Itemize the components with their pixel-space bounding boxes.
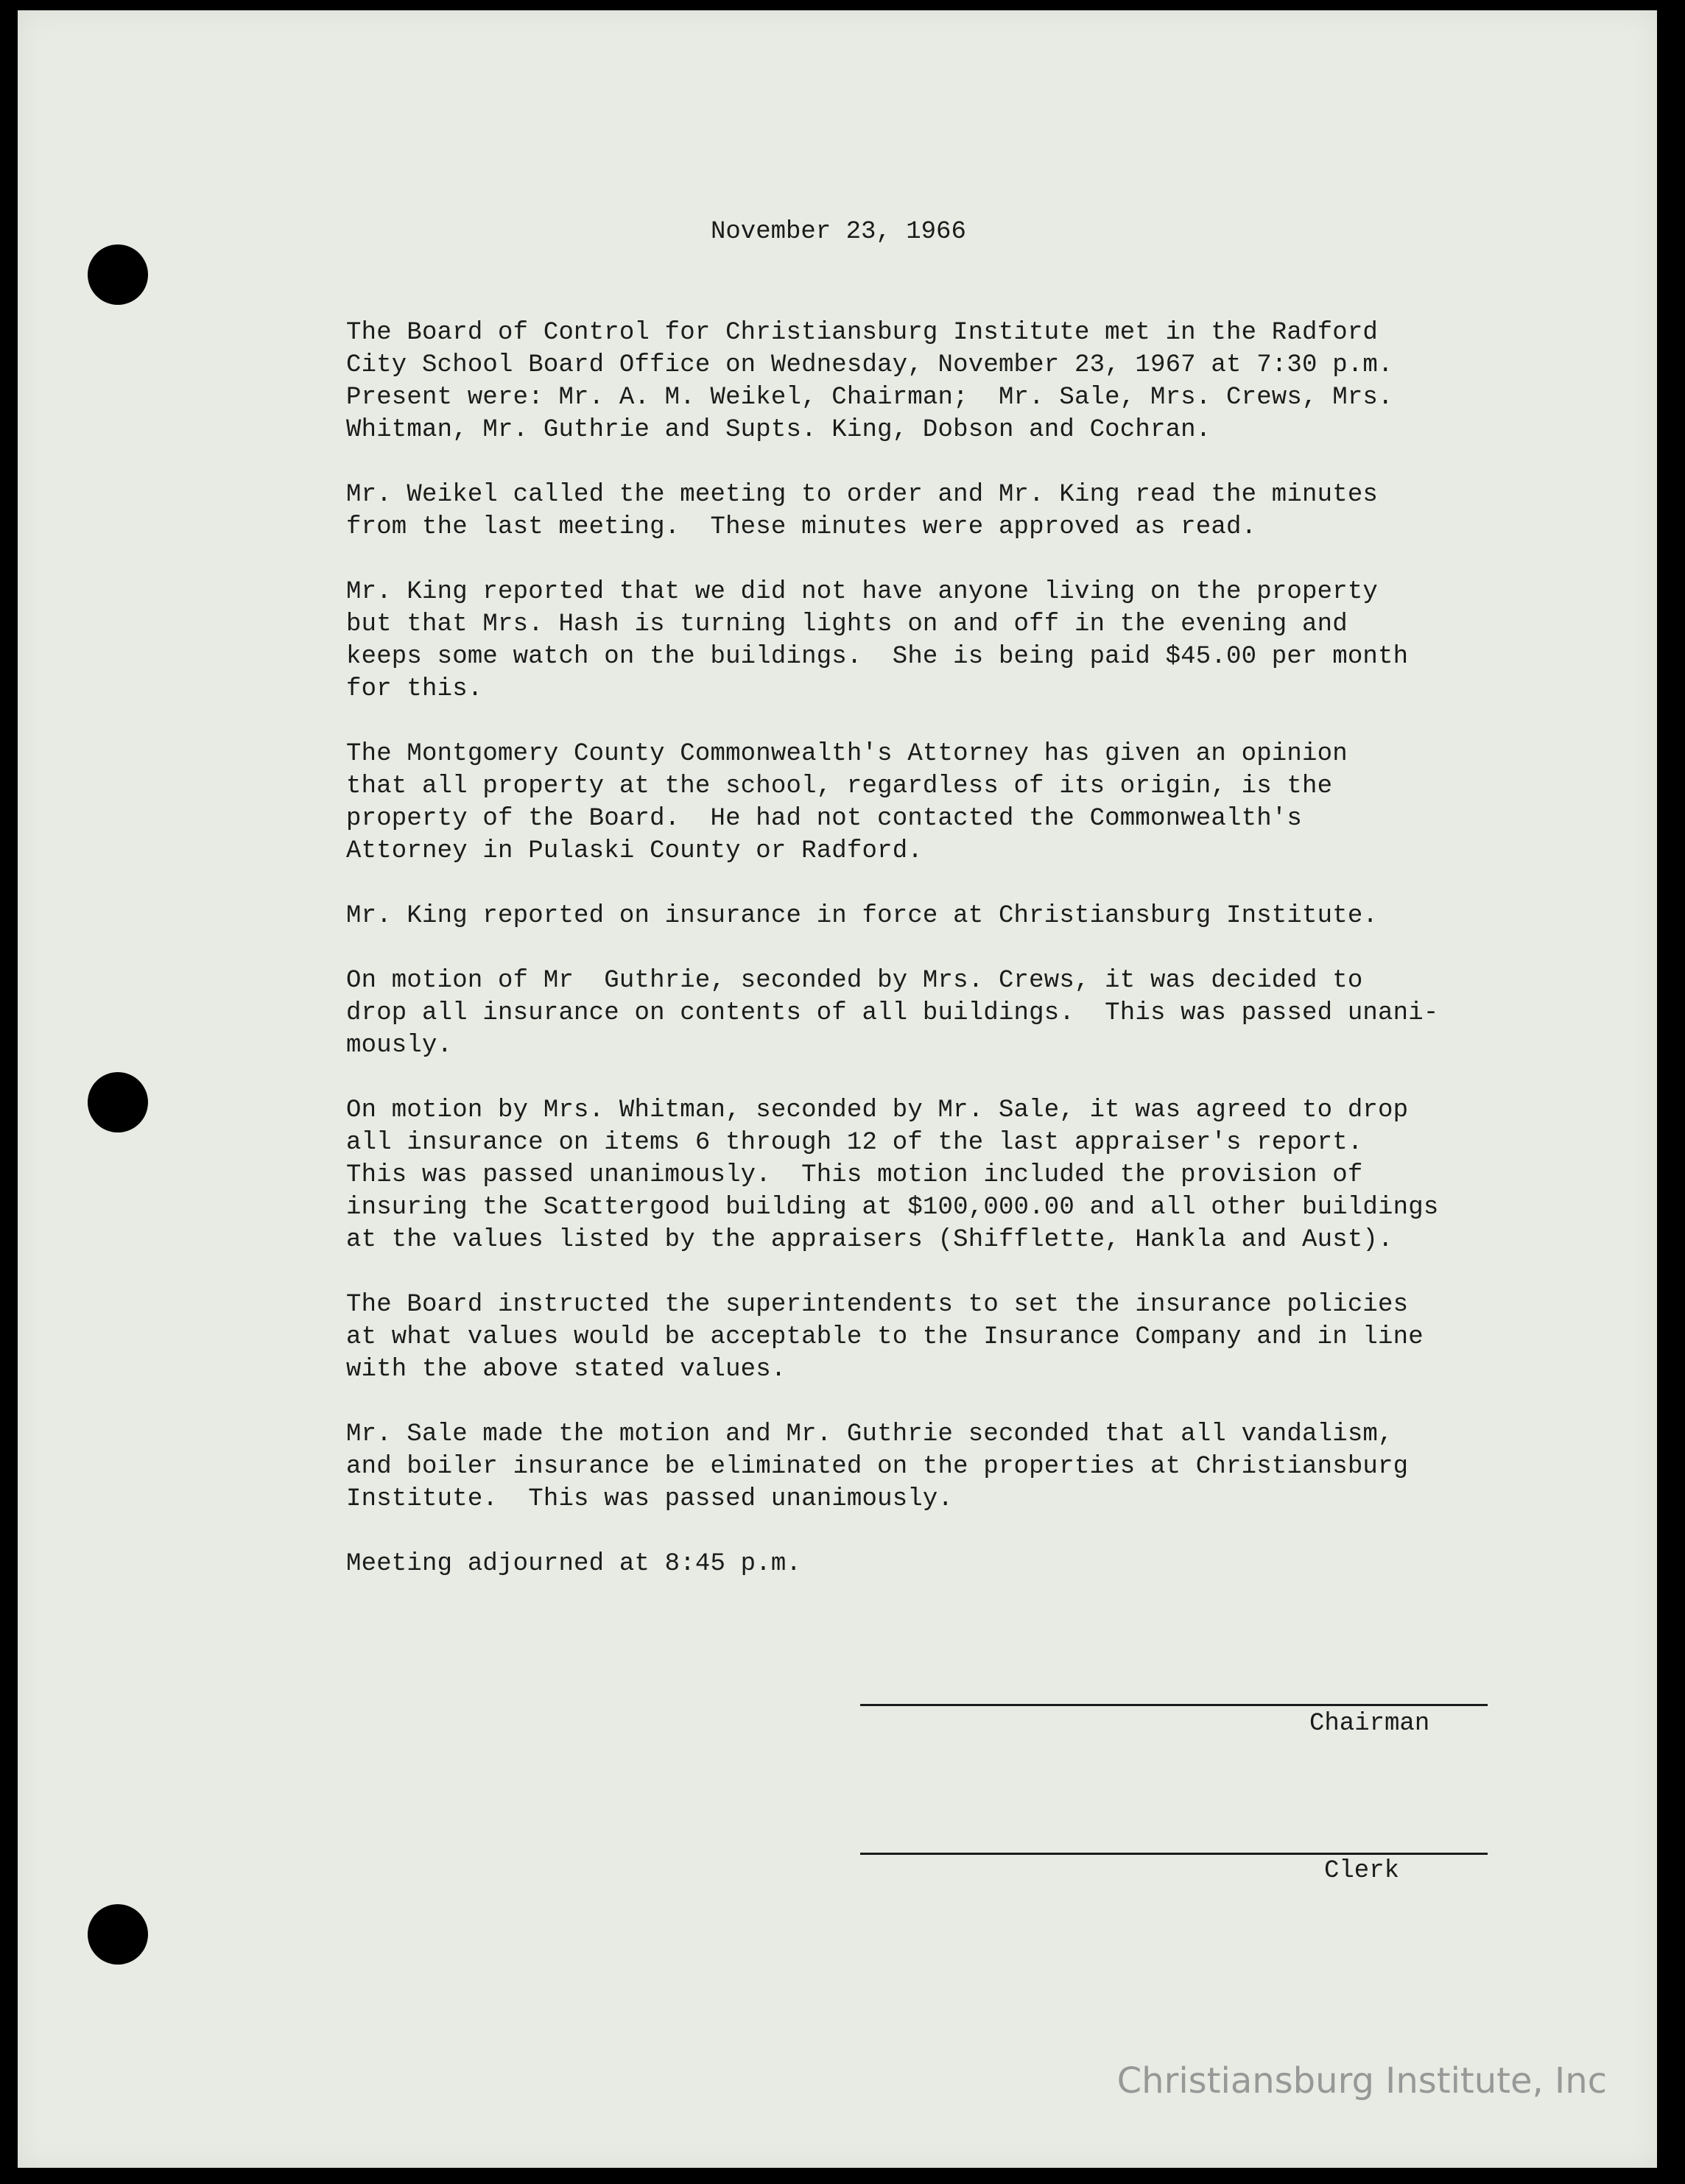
- paragraph-insurance-report: [346, 900, 1524, 932]
- text-line: The Board instructed the superintendents to set the insurance policies: [346, 1291, 1409, 1319]
- text-line: but that Mrs. Hash is turning lights on and off in the evening and: [346, 610, 1348, 638]
- text-line: drop all insurance on contents of all buildings. This was passed unani-: [346, 999, 1439, 1027]
- text-line: Attorney in Pulaski County or Radford.: [346, 837, 923, 865]
- text-line: On motion of Mr Guthrie, seconded by Mrs. Crews, it was decided to: [346, 967, 1363, 995]
- clerk-signature-line: [860, 1853, 1488, 1855]
- text-line: from the last meeting. These minutes were approved as read.: [346, 513, 1257, 541]
- text-line: that all property at the school, regardless of its origin, is the: [346, 772, 1333, 800]
- text-line: at the values listed by the appraisers (Shifflette, Hankla and Aust).: [346, 1226, 1393, 1254]
- text-line: with the above stated values.: [346, 1356, 787, 1384]
- text-line: Institute. This was passed unanimously.: [346, 1485, 954, 1513]
- text-line: Mr. King reported that we did not have anyone living on the property: [346, 578, 1379, 606]
- text-line: insuring the Scattergood building at $100,000.00 and all other buildings: [346, 1194, 1439, 1222]
- clerk-label: Clerk: [1324, 1857, 1400, 1885]
- document-date: November 23, 1966: [711, 218, 966, 246]
- paragraph-attorney-opinion: [346, 738, 1524, 867]
- text-line: property of the Board. He had not contacted the Commonwealth's: [346, 805, 1303, 833]
- paragraph-motion-vandalism: [346, 1418, 1524, 1515]
- text-line: Mr. King reported on insurance in force at Christiansburg Institute.: [346, 902, 1379, 930]
- text-line: and boiler insurance be eliminated on the properties at Christiansburg: [346, 1453, 1409, 1481]
- text-line: This was passed unanimously. This motion included the provision of: [346, 1161, 1363, 1189]
- paragraph-property-watch: [346, 576, 1524, 705]
- paragraph-motion-contents: [346, 965, 1524, 1062]
- paragraph-attendance: [346, 317, 1524, 446]
- paragraph-motion-items: [346, 1094, 1524, 1256]
- text-line: The Board of Control for Christiansburg Institute met in the Radford: [346, 319, 1379, 347]
- chairman-label: Chairman: [1309, 1710, 1430, 1738]
- punch-hole-top: [88, 244, 148, 305]
- text-line: all insurance on items 6 through 12 of the last appraiser's report.: [346, 1129, 1363, 1157]
- text-line: mously.: [346, 1032, 453, 1060]
- text-line: at what values would be acceptable to the Insurance Company and in line: [346, 1323, 1424, 1351]
- text-line: The Montgomery County Commonwealth's Attorney has given an opinion: [346, 740, 1348, 768]
- punch-hole-middle: [88, 1072, 148, 1132]
- punch-hole-bottom: [88, 1904, 148, 1965]
- chairman-signature-line: [860, 1704, 1488, 1706]
- text-line: City School Board Office on Wednesday, November 23, 1967 at 7:30 p.m.: [346, 351, 1393, 379]
- text-line: Meeting adjourned at 8:45 p.m.: [346, 1550, 802, 1578]
- paragraph-adjourned: [346, 1548, 1524, 1580]
- text-line: On motion by Mrs. Whitman, seconded by Mr. Sale, it was agreed to drop: [346, 1096, 1409, 1124]
- text-line: for this.: [346, 675, 483, 703]
- watermark-text: Christiansburg Institute, Inc: [1116, 2060, 1607, 2102]
- text-line: Present were: Mr. A. M. Weikel, Chairman; Mr. Sale, Mrs. Crews, Mrs.: [346, 384, 1393, 412]
- paragraph-call-to-order: [346, 479, 1524, 543]
- minutes-body: [346, 317, 1524, 1613]
- text-line: keeps some watch on the buildings. She is being paid $45.00 per month: [346, 643, 1409, 671]
- paragraph-instruction: [346, 1289, 1524, 1386]
- text-line: Mr. Weikel called the meeting to order and Mr. King read the minutes: [346, 481, 1379, 509]
- text-line: Mr. Sale made the motion and Mr. Guthrie seconded that all vandalism,: [346, 1420, 1393, 1448]
- text-line: Whitman, Mr. Guthrie and Supts. King, Dobson and Cochran.: [346, 416, 1211, 444]
